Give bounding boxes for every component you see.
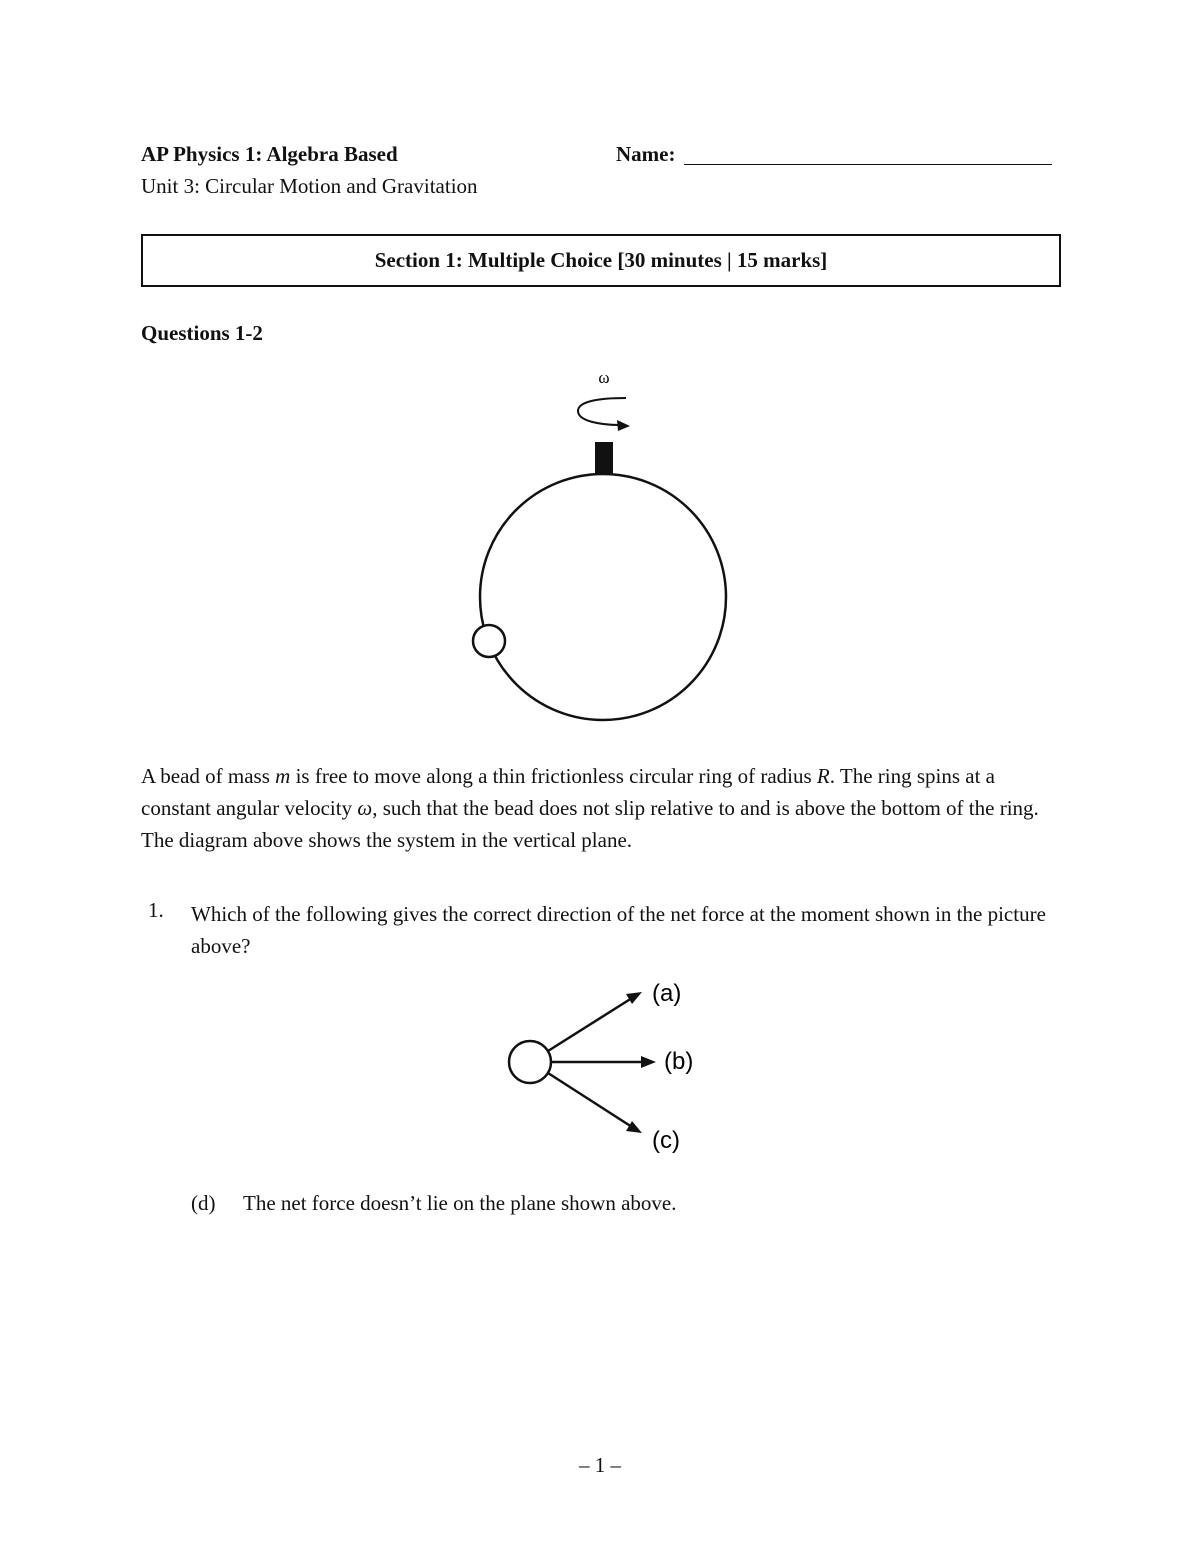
course-title: AP Physics 1: Algebra Based <box>141 142 398 166</box>
arrowhead-b <box>641 1056 656 1068</box>
unit-title: Unit 3: Circular Motion and Gravitation <box>141 174 478 198</box>
option-c-label: (c) <box>652 1127 680 1154</box>
question-number: 1. <box>148 898 164 922</box>
option-a-label: (a) <box>652 980 682 1007</box>
omega-label: ω <box>598 368 610 387</box>
text: A bead of mass <box>141 764 276 788</box>
force-direction-diagram <box>509 980 693 1154</box>
rotating-ring-diagram <box>473 368 726 720</box>
arrow-c <box>548 1073 632 1127</box>
bead-circle <box>509 1041 551 1083</box>
option-d-label: (d) <box>191 1191 216 1215</box>
mass-symbol: m <box>275 764 291 788</box>
name-label: Name: <box>616 142 676 166</box>
page-number: – 1 – <box>579 1453 621 1477</box>
problem-description <box>141 760 1061 856</box>
axle-rod <box>595 442 613 474</box>
text: is free to move along a thin frictionless circular ring of radius <box>290 764 817 788</box>
question-group-heading: Questions 1-2 <box>141 321 263 345</box>
radius-symbol: R <box>816 764 830 788</box>
section-title: Section 1: Multiple Choice [30 minutes | 15 marks] <box>374 248 828 272</box>
text: , such that the bead does not slip relative to and is above the bottom of the ring. The diagram above shows the system in the vertical plane. <box>141 796 1039 852</box>
arrowhead-a <box>626 992 642 1004</box>
arrow-a <box>548 998 632 1051</box>
rotation-arrowhead <box>617 420 630 431</box>
question-text: Which of the following gives the correct direction of the net force at the moment shown in the picture above? <box>191 902 1046 958</box>
option-b-label: (b) <box>664 1048 694 1075</box>
arrowhead-c <box>626 1121 642 1133</box>
ring <box>480 474 726 720</box>
option-d-text: The net force doesn’t lie on the plane shown above. <box>243 1191 677 1215</box>
omega-symbol: ω <box>357 796 373 820</box>
text: . The ring spins at a constant angular velocity <box>141 764 996 820</box>
bead <box>473 625 505 657</box>
